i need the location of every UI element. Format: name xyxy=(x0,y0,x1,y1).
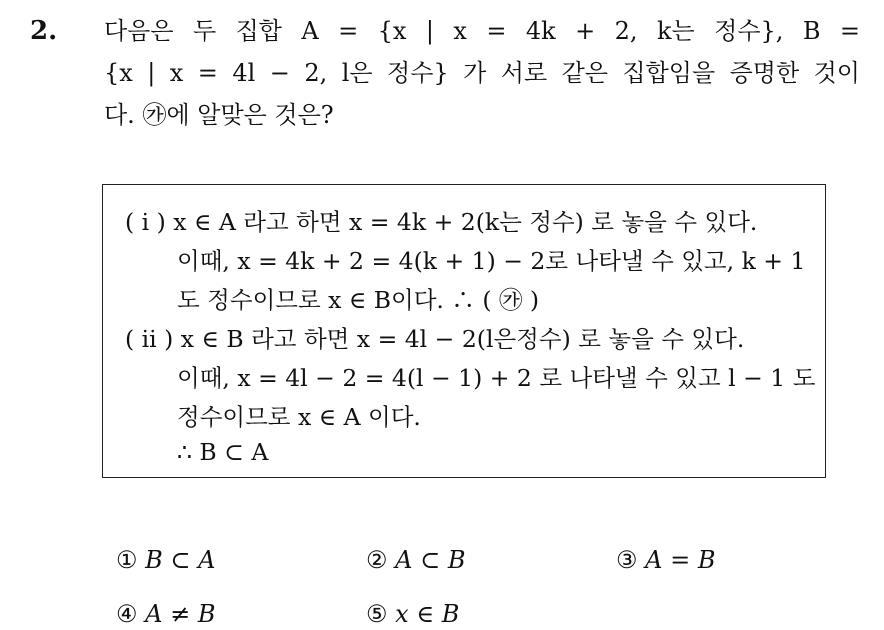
question-number: 2. xyxy=(30,16,58,46)
proof-line-2: 이때, x = 4k + 2 = 4(k + 1) − 2로 나타낼 수 있고, k + 1 xyxy=(177,247,806,275)
option-text: x ∈ B xyxy=(395,600,460,628)
question-line-1: 다음은 두 집합 A = {x | x = 4k + 2, k는 정수}, B = xyxy=(104,17,860,45)
option-4[interactable] xyxy=(116,598,216,630)
option-2[interactable] xyxy=(366,544,466,576)
question-line-3: 다. ㉮에 알맞은 것은? xyxy=(104,101,334,129)
proof-line-4: ( ii ) x ∈ B 라고 하면 x = 4l − 2(l은정수) 로 놓을 수 있다. xyxy=(125,325,745,353)
option-5[interactable] xyxy=(366,598,459,630)
option-text: A ⊂ B xyxy=(395,546,466,574)
option-text: A = B xyxy=(645,546,716,574)
proof-line-7: ∴ B ⊂ A xyxy=(177,438,269,466)
question-line-2: {x | x = 4l − 2, l은 정수} 가 서로 같은 집합임을 증명한 것이 xyxy=(104,59,860,87)
option-1[interactable] xyxy=(116,544,216,576)
option-text: B ⊂ A xyxy=(145,546,216,574)
proof-line-5: 이때, x = 4l − 2 = 4(l − 1) + 2 로 나타낼 수 있고 l − 1 도 xyxy=(177,364,816,392)
option-text: A ≠ B xyxy=(145,600,216,628)
proof-line-6: 정수이므로 x ∈ A 이다. xyxy=(177,403,421,431)
proof-line-1: ( i ) x ∈ A 라고 하면 x = 4k + 2(k는 정수) 로 놓을 수 있다. xyxy=(125,208,758,236)
proof-line-3: 도 정수이므로 x ∈ B이다. ∴ ( ㉮ ) xyxy=(177,286,540,314)
option-marker: ③ xyxy=(616,546,638,574)
option-marker: ⑤ xyxy=(366,600,388,628)
option-3[interactable] xyxy=(616,544,716,576)
option-marker: ② xyxy=(366,546,388,574)
option-marker: ④ xyxy=(116,600,138,628)
proof-box xyxy=(102,184,826,478)
option-marker: ① xyxy=(116,546,138,574)
